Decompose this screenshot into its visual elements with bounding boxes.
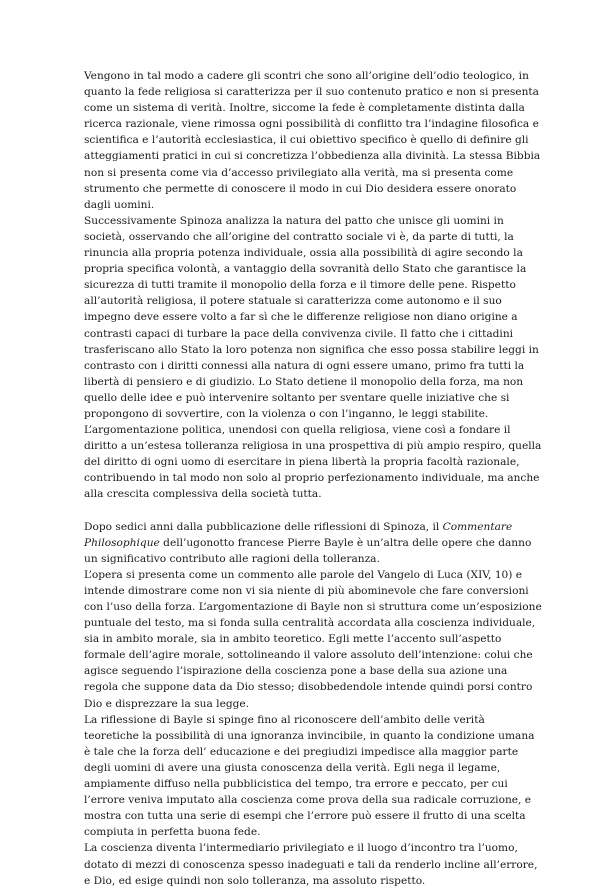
paragraph-commento-luca: L’opera si presenta come un commento alle parole del Vangelo di Luca (XIV, 10) e intende dimostrare come non vi sia niente di più abominevole che fare conversioni con l’uso della forza. L’argomentazione di Bayle non si struttura come un’esposizione puntuale del testo, ma si fonda sulla centralità accordata alla coscienza individuale, sia in ambito morale, sia in ambito teoretico. Egli mette l’accento sull’aspetto formale dell’agire morale, sottolineando il valore assoluto dell’intenzione: colui che agisce seguendo l’ispirazione della coscienza pone a base della sua azione una regola che suppone data da Dio stesso; disobbedendole intende quindi porsi contro Dio e disprezzare la sua legge. — [84, 568, 542, 710]
paragraph-bayle-intro — [84, 519, 542, 567]
bayle-intro-post: dell’ugonotto francese Pierre Bayle è un’altra delle opere che danno un significativo contributo alle ragioni della tolleranza. — [84, 536, 532, 565]
bayle-work-title: Commentare Philosophique — [84, 520, 513, 549]
paragraph-coscienza: La coscienza diventa l’intermediario privilegiato e il luogo d’incontro tra l’uomo, dotato di mezzi di conoscenza spesso inadeguati e tali da renderlo incline all’errore, e Dio, ed esige quindi non solo tolleranza, ma assoluto rispetto. — [84, 842, 538, 887]
paragraph-odio-teologico: Vengono in tal modo a cadere gli scontri che sono all’origine dell’odio teologico, in quanto la fede religiosa si caratterizza per il suo contenuto pratico e non si presenta come un sistema di verità. Inoltre, siccome la fede è completamente distinta dalla ricerca razionale, viene rimossa ogni possibilità di conflitto tra l’indagine filosofica e scientifica e l’autorità ecclesiastica, il cui obiettivo specifico è quello di definire gli atteggiamenti pratici in cui si concretizza l’obbedienza alla divinità. La stessa Bibbia non si presenta come via d’accesso privilegiato alla verità, ma si presenta come strumento che permette di conoscere il modo in cui Dio desidera essere onorato dagli uomini. — [84, 70, 541, 211]
bayle-intro-pre: Dopo sedici anni dalla pubblicazione delle riflessioni di Spinoza, il — [84, 520, 443, 533]
paragraph-gap — [84, 503, 542, 519]
document-page — [84, 68, 542, 889]
paragraph-patto-sociale: Successivamente Spinoza analizza la natura del patto che unisce gli uomini in società, osservando che all’origine del contratto sociale vi è, da parte di tutti, la rinuncia alla propria potenza individuale, ossia alla possibilità di agire secondo la propria specifica volontà, a vantaggio della sovranità dello Stato che garantisce la sicurezza di tutti tramite il monopolio della forza e il timore delle pene. Rispetto all’autorità religiosa, il potere statuale si caratterizza come autonomo e il suo impegno deve essere volto a far sì che le differenze religiose non diano origine a contrasti capaci di turbare la pace della convivenza civile. Il fatto che i cittadini trasferiscano allo Stato la loro potenza non significa che esso possa stabilire leggi in contrasto con i diritti connessi alla natura di ogni essere umano, primo fra tutti la libertà di pensiero e di giudizio. Lo Stato detiene il monopolio della forza, ma non quello delle idee e può intervenire soltanto per sventare quelle iniziative che si propongono di sovvertire, con la violenza o con l’inganno, le leggi stabilite. L’argomentazione politica, unendosi con quella religiosa, viene così a fondare il diritto a un’estesa tolleranza religiosa in una prospettiva di più ampio respiro, quella del diritto di ogni uomo di esercitare in piena libertà la propria facoltà razionale, contribuendo in tal modo non solo al proprio perfezionamento individuale, ma anche alla crescita complessiva della società tutta. — [84, 214, 542, 501]
paragraph-ignoranza-invincibile: La riflessione di Bayle si spinge fino al riconoscere dell’ambito delle verità teoretiche la possibilità di una ignoranza invincibile, in quanto la condizione umana è tale che la forza dell’ educazione e dei pregiudizi impedisce alla maggior parte degli uomini di avere una giusta conoscenza della verità. Egli nega il legame, ampiamente diffuso nella pubblicistica del tempo, tra errore e peccato, per cui l’errore veniva imputato alla coscienza come prova della sua radicale corruzione, e mostra con tutta una serie di esempi che l’errore può essere il frutto di una scelta compiuta in perfetta buona fede. — [84, 713, 535, 839]
